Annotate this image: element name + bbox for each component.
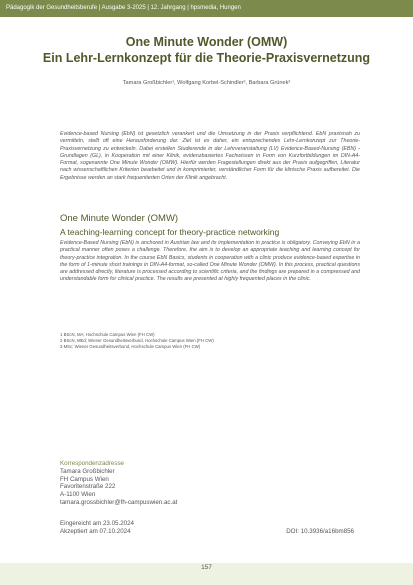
contact-email[interactable]: tamara.grossbichler@fh-campuswien.ac.at [60,498,178,506]
journal-header-bar [0,0,413,17]
author-footnotes [60,332,214,350]
footnote-2: 2 BScN, MEd; Wiener Gesundheitsverbund, Hochschule Campus Wien (FH CW) [60,338,214,343]
correspondence-address [60,460,177,507]
english-title: One Minute Wonder (OMW) [60,213,179,224]
accepted-date: Akzeptiert am 07.10.2024 [60,527,131,535]
doi-link[interactable]: DOI: 10.3936/a16bm856 [286,528,354,535]
submission-dates [60,520,134,536]
abstract-german: Evidence-based Nursing (EbN) ist gesetzlich verankert und die Umsetzung in der Praxis verpflichtend. EbN praxisnah zu vermitteln, stellt oft eine Herausforderung dar. Ziel ist es daher, ein entsprechendes Lehr-Lernkonzept zur Theorie-Praxisvernetzung zu entwickeln. Dabei erstellen Studierende in der Lehrveranstaltung (LV) Evidence-Based-Nursing (EBN) - Grundlagen (GL), in Kooperation mit einer Klinik, evidenzbasiertes Fachwissen in Form von Kurzfortbildungen im DIN-A4-Format, sogenannte One Minute Wonder (OMW). Hierfür werden Fragestellungen direkt aus der Praxis aufgegriffen, Literatur nach wissenschaftlichen Kriterien bearbeitet und in komprimierter, verständlicher Form für die klinische Praxis aufbereitet. Die Ergebnisse werden an stark frequentierten Orten der Klinik angebracht. [60,131,360,181]
footnote-3: 3 MSc; Wiener Gesundheitsverbund, Hochschule Campus Wien (FH CW) [60,344,201,349]
english-subtitle: A teaching-learning concept for theory-practice networking [60,227,280,237]
author-list: Tamara Großbichler¹, Wolfgang Korbel-Schindler², Barbara Grünek³ [122,80,291,86]
article-title: One Minute Wonder (OMW) [125,35,288,49]
contact-city: A-1100 Wien [60,491,96,499]
abstract-english: Evidence-Based Nursing (EbN) is anchored in Austrian law and its implementation in practice is obligatory. Conveying EbN in a practical manner often poses a challenge. Therefore, the aim is to develop an appropriate teaching and learning concept for theory-practice integration. In the course EbN Basics, students in cooperation with a clinic produce evidence-based expertise in the form of 1-minute short trainings in DIN-A4-format, so-called One Minute Wonder (OMW). In this process, practical questions are addressed directly, literature is processed according to scientific criteria, and the findings are prepared in a compressed and understandable form for clinical practice. The results are presented at highly frequented places in the clinic. [60,240,360,283]
contact-street: Favoritenstraße 222 [60,483,116,491]
page-number: 157 [201,564,212,571]
journal-header-text: Pädagogik der Gesundheitsberufe | Ausgabe 3-2025 | 12. Jahrgang | hpsmedia, Hungen [6,5,241,11]
contact-institution: FH Campus Wien [60,475,109,483]
contact-name: Tamara Großbichler [60,467,115,475]
correspondence-heading: Korrespondenzadresse [60,460,124,467]
footnote-1: 1 BScN, MA; Hochschule Campus Wien (FH CW) [60,332,155,337]
title-block [0,34,413,66]
article-subtitle: Ein Lehr-Lernkonzept für die Theorie-Praxisvernetzung [42,51,371,65]
received-date: Eingereicht am 23.05.2024 [60,520,134,527]
